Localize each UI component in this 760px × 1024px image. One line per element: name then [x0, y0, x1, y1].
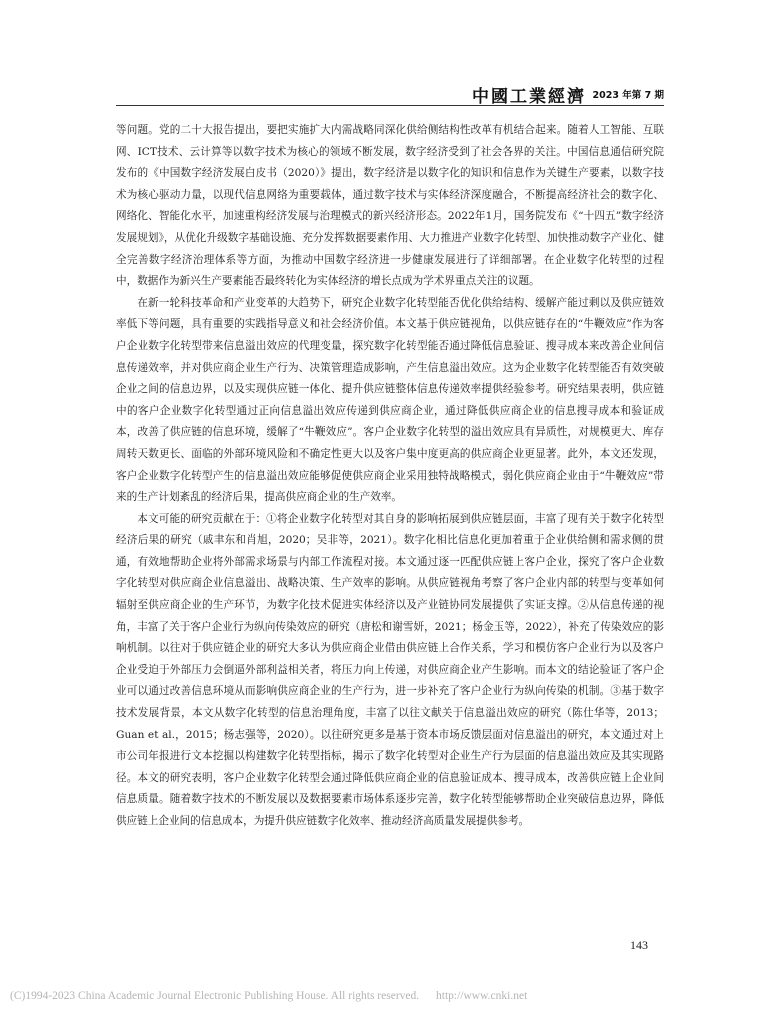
journal-title: 中國工業經濟	[472, 87, 586, 107]
issue-label: 2023 年第 7 期	[592, 90, 664, 101]
page-number: 143	[630, 938, 648, 952]
article-body	[116, 120, 664, 833]
paragraph-1: 等问题。党的二十大报告提出，要把实施扩大内需战略同深化供给侧结构性改革有机结合起来。随着人工智能、互联网、ICT技术、云计算等以数字技术为核心的领域不断发展，数字经济受到了社会各界的关注。中国信息通信研究院发布的《中国数字经济发展白皮书（2020）》提出，数字经济是以数字化的知识和信息作为关键生产要素，以数字技术为核心驱动力量，以现代信息网络为重要载体，通过数字技术与实体经济深度融合，不断提高经济社会的数字化、网络化、智能化水平，加速重构经济发展与治理模式的新兴经济形态。2022年1月，国务院发布《“十四五”数字经济发展规划》，从优化升级数字基础设施、充分发挥数据要素作用、大力推进产业数字化转型、加快推动数字产业化、健全完善数字经济治理体系等方面，为推动中国数字经济进一步健康发展进行了详细部署。在企业数字化转型的过程中，数据作为新兴生产要素能否最终转化为实体经济的增长点成为学术界重点关注的议题。	[116, 124, 664, 288]
paragraph-3: 本文可能的研究贡献在于：①将企业数字化转型对其自身的影响拓展到供应链层面，丰富了现有关于数字化转型经济后果的研究（戚聿东和肖旭，2020；吴非等，2021）。数字化相比信息化更加着重于企业供给侧和需求侧的贯通，有效地帮助企业将外部需求场景与内部工作流程对接。本文通过逐一匹配供应链上客户企业，探究了客户企业数字化转型对供应商企业信息溢出、战略决策、生产效率的影响。从供应链视角考察了客户企业内部的转型与变革如何辐射至供应商企业的生产环节，为数字化技术促进实体经济以及产业链协同发展提供了实证支撑。②从信息传递的视角，丰富了关于客户企业行为纵向传染效应的研究（唐松和谢雪妍，2021；杨金玉等，2022），补充了传染效应的影响机制。以往对于供应链企业的研究大多认为供应商企业借由供应链上合作关系，学习和模仿客户企业行为以及客户企业受迫于外部压力会倒逼外部利益相关者，将压力向上传递，对供应商企业产生影响。而本文的结论验证了客户企业可以通过改善信息环境从而影响供应商企业的生产行为，进一步补充了客户企业行为纵向传染的机制。③基于数字技术发展背景，本文从数字化转型的信息治理角度，丰富了以往文献关于信息溢出效应的研究（陈仕华等，2013；Guan et al.，2015；杨志强等，2020）。以往研究更多是基于资本市场反馈层面对信息溢出的研究，本文通过对上市公司年报进行文本挖掘以构建数字化转型指标，揭示了数字化转型对企业生产行为层面的信息溢出效应及其实现路径。本文的研究表明，客户企业数字化转型会通过降低供应商企业的信息验证成本、搜寻成本，改善供应链上企业间信息质量。随着数字技术的不断发展以及数据要素市场体系逐步完善，数字化转型能够帮助企业突破信息边界，降低供应链上企业间的信息成本，为提升供应链数字化效率、推动经济高质量发展提供参考。	[116, 512, 664, 827]
running-header	[116, 82, 664, 106]
cnki-footer	[10, 990, 750, 1002]
paragraph-2: 在新一轮科技革命和产业变革的大趋势下，研究企业数字化转型能否优化供给结构、缓解产能过剩以及供应链效率低下等问题，具有重要的实践指导意义和社会经济价值。本文基于供应链视角，以供应链存在的“牛鞭效应”作为客户企业数字化转型带来信息溢出效应的代理变量，探究数字化转型能否通过降低信息验证、搜寻成本来改善企业间信息传递效率，并对供应商企业生产行为、决策管理造成影响，产生信息溢出效应。这为企业数字化转型能否有效突破企业之间的信息边界，以及实现供应链一体化、提升供应链整体信息传递效率提供经验参考。研究结果表明，供应链中的客户企业数字化转型通过正向信息溢出效应传递到供应商企业，通过降低供应商企业的信息搜寻成本和验证成本，改善了供应链的信息环境，缓解了“牛鞭效应”。客户企业数字化转型的溢出效应具有异质性，对规模更大、库存周转天数更长、面临的外部环境风险和不确定性更大以及客户集中度更高的供应商企业更显著。此外，本文还发现，客户企业数字化转型产生的信息溢出效应能够促使供应商企业采用独特战略模式，弱化供应商企业由于“牛鞭效应”带来的生产计划紊乱的经济后果，提高供应商企业的生产效率。	[116, 296, 664, 504]
footer-url: http://www.cnki.net	[436, 990, 528, 1002]
copyright-notice: (C)1994-2023 China Academic Journal Electronic Publishing House. All rights reserved.	[10, 990, 420, 1002]
header-rule	[116, 105, 664, 106]
